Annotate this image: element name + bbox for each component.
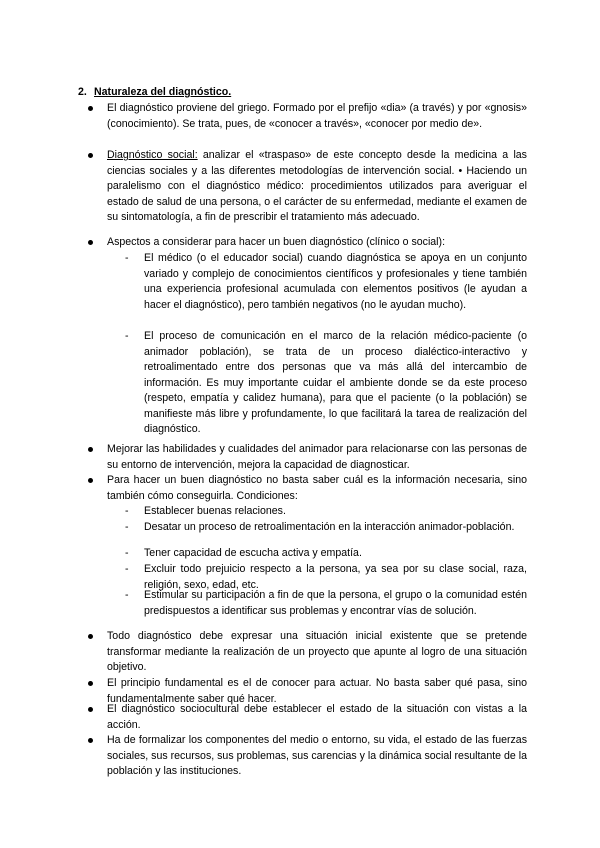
dash-icon: - — [125, 505, 129, 517]
list-item — [107, 101, 527, 132]
bullet-icon — [88, 681, 93, 686]
sub-item-text: Excluir todo prejuicio respecto a la persona, ya sea por su clase social, raza, religión, sexo, edad, etc. — [144, 563, 527, 591]
section-heading — [78, 85, 231, 101]
sub-item-text: Establecer buenas relaciones. — [144, 505, 286, 517]
dash-icon: - — [125, 252, 129, 264]
sub-list-item — [125, 546, 527, 562]
list-item — [107, 473, 527, 504]
diagnostico-social-label: Diagnóstico social: — [107, 149, 198, 161]
bullet-icon — [88, 478, 93, 483]
sub-item-text: Estimular su participación a fin de que la persona, el grupo o la comunidad estén predispuestos a identificar sus problemas y encontrar vías de solución. — [144, 589, 527, 617]
list-item — [107, 235, 527, 251]
dash-icon: - — [125, 589, 129, 601]
bullet-icon — [88, 707, 93, 712]
bullet-icon — [88, 106, 93, 111]
list-item — [107, 148, 527, 226]
sub-list-item — [125, 504, 527, 520]
bullet-text: analizar el «traspaso» de este concepto desde la medicina a las ciencias sociales y a las diferentes metodologías de intervención social. • Haciendo un paralelismo con el diagnóstico médico: procedimientos utilizados para averiguar el estado de salud de una persona, o el carácter de su enfermedad, mediante el examen de su sintomatología, a fin de prescribir el tratamiento más adecuado. — [107, 149, 527, 223]
sub-item-text: El proceso de comunicación en el marco de la relación médico-paciente (o animador población), se trata de un proceso dialéctico-interactivo y retroalimentado entre dos personas que va más allá del intercambio de información. Es muy importante cuidar el ambiente donde se da este proceso (respeto, empatía y calidez humana), para que el paciente (o la población) se manifieste más libre y profundamente, lo que facilitará la tarea de realización del diagnóstico. — [144, 330, 527, 435]
bullet-text: Para hacer un buen diagnóstico no basta saber cuál es la información necesaria, sino también cómo conseguirla. Condiciones: — [107, 474, 527, 502]
dash-icon: - — [125, 330, 129, 342]
sub-list-item — [125, 520, 527, 536]
bullet-text: Todo diagnóstico debe expresar una situación inicial existente que se pretende transformar mediante la realización de un proyecto que apunte al logro de una situación objetivo. — [107, 630, 527, 673]
sub-list-item — [125, 251, 527, 313]
sub-list-item — [125, 588, 527, 619]
section-title: Naturaleza del diagnóstico. — [94, 86, 232, 98]
bullet-text: Mejorar las habilidades y cualidades del animador para relacionarse con las personas de su entorno de intervención, mejora la capacidad de diagnosticar. — [107, 443, 527, 471]
bullet-text: El principio fundamental es el de conocer para actuar. No basta saber qué pasa, sino fundamentalmente saber qué hacer. — [107, 677, 527, 705]
bullet-text: El diagnóstico sociocultural debe establecer el estado de la situación con vistas a la acción. — [107, 703, 527, 731]
bullet-icon — [88, 738, 93, 743]
bullet-text: El diagnóstico proviene del griego. Formado por el prefijo «dia» (a través) y por «gnosis» (conocimiento). Se trata, pues, de «conocer a través», «conocer por medio de». — [107, 102, 527, 130]
section-number: 2. — [78, 86, 87, 98]
dash-icon: - — [125, 521, 129, 533]
dash-icon: - — [125, 547, 129, 559]
list-item — [107, 629, 527, 676]
list-item — [107, 442, 527, 473]
bullet-icon — [88, 447, 93, 452]
bullet-text: Aspectos a considerar para hacer un buen diagnóstico (clínico o social): — [107, 236, 446, 248]
sub-item-text: Desatar un proceso de retroalimentación en la interacción animador-población. — [144, 521, 515, 533]
list-item — [107, 702, 527, 733]
bullet-icon — [88, 240, 93, 245]
bullet-icon — [88, 634, 93, 639]
sub-item-text: Tener capacidad de escucha activa y empatía. — [144, 547, 362, 559]
dash-icon: - — [125, 563, 129, 575]
bullet-icon — [88, 153, 93, 158]
list-item — [107, 733, 527, 780]
sub-list-item — [125, 329, 527, 438]
sub-item-text: El médico (o el educador social) cuando diagnóstica se apoya en un conjunto variado y complejo de conocimientos científicos y profesionales y tiene también una experiencia profesional acumulada con elementos positivos (le ayudan a hacer el diagnóstico), pero también negativos (no le ayudan mucho). — [144, 252, 527, 311]
bullet-text: Ha de formalizar los componentes del medio o entorno, su vida, el estado de las fuerzas sociales, sus recursos, sus problemas, sus carencias y la dinámica social resultante de la población y las instituciones. — [107, 734, 527, 777]
